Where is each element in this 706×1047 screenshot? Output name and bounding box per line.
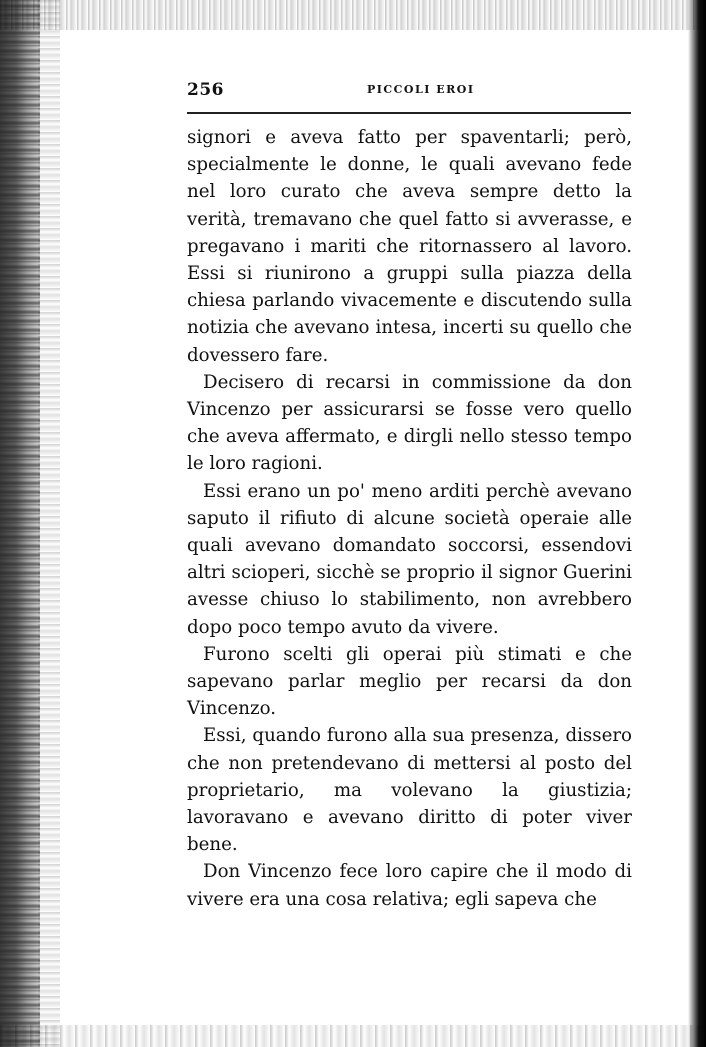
paragraph-4: Furono scelti gli operai più stimati e che sapevano parlar meglio per recarsi da don Vincenzo. [187,643,632,720]
header-rule [187,112,631,114]
running-title: PICCOLI EROI [367,83,475,96]
scan-noise-left [38,0,60,1047]
scan-shadow-left [0,0,40,1047]
paragraph-6: Don Vincenzo fece loro capire che il modo di vivere era una cosa relativa; egli sapeva che [187,861,632,910]
page-number: 256 [187,80,224,100]
paragraph-3: Essi erano un po' meno arditi perchè avevano saputo il rifiuto di alcune società operaie alle quali avevano domandato soccorsi, essendovi altri scioperi, sicchè se proprio il signor Guerini avesse chiuso lo stabilimento, non avrebbero dopo poco tempo avuto da vivere. [187,480,632,638]
body-text [187,124,632,913]
paragraph-2: Decisero di recarsi in commissione da don Vincenzo per assicurarsi se fosse vero quello che aveva affermato, e dirgli nello stesso tempo le loro ragioni. [187,371,632,475]
paragraph-1: signori e aveva fatto per spaventarli; però, specialmente le donne, le quali avevano fede nel loro curato che aveva sempre detto la verità, tremavano che quel fatto si avverasse, e pregavano i mariti che ritornassero al lavoro. Essi si riunirono a gruppi sulla piazza della chiesa parlando vivacemente e discutendo sulla notizia che avevano intesa, incerti su quello che dovessero fare. [187,127,632,366]
paragraph-5: Essi, quando furono alla sua presenza, dissero che non pretendevano di mettersi al posto del proprietario, ma volevano la giustizia; lavoravano e avevano diritto di poter viver bene. [187,725,632,856]
scan-noise-top [0,0,706,30]
scan-noise-bottom [0,1025,706,1047]
scan-shadow-right [688,0,706,1047]
page-header [187,80,632,106]
